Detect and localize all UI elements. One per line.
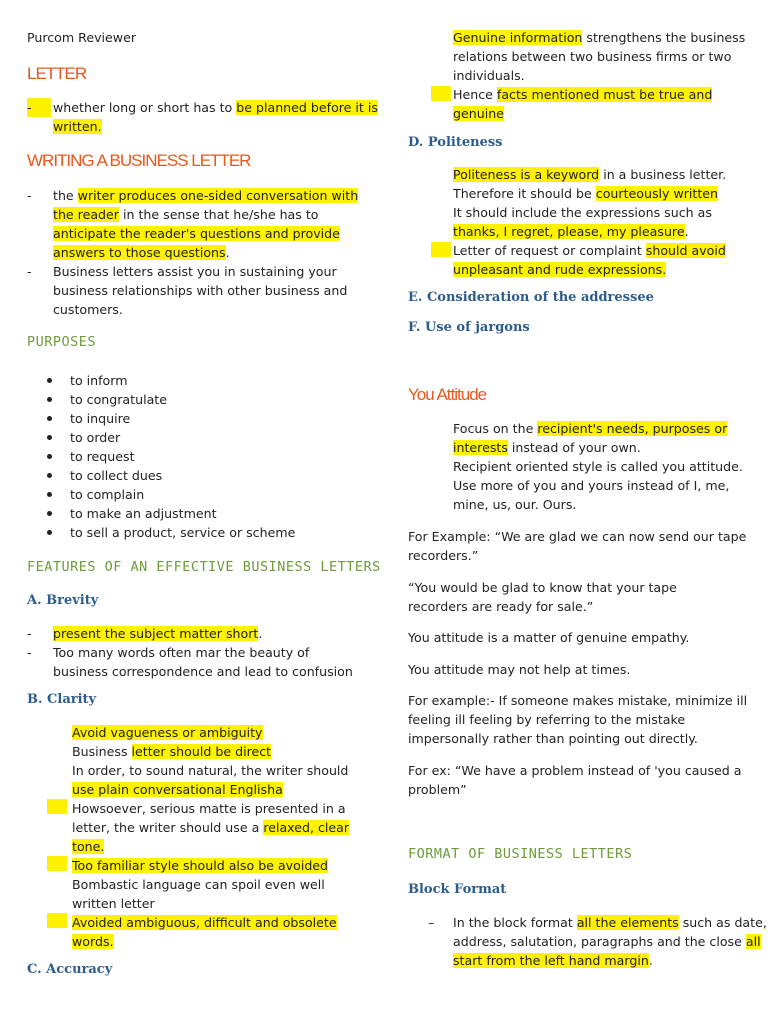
you-attitude-paragraph-6: For ex: “We have a problem instead of 'you caused a problem” bbox=[408, 763, 742, 797]
text: instead of your own. bbox=[507, 440, 641, 455]
highlight-marker bbox=[431, 86, 451, 101]
text: Hence bbox=[453, 87, 497, 102]
you-attitude-heading: You Attitude bbox=[408, 385, 487, 404]
list-item bbox=[27, 390, 367, 409]
writing-heading: WRITING A BUSINESS LETTER bbox=[27, 151, 251, 170]
brevity-item-2: - Too many words often mar the beauty of business correspondence and lead to confusion bbox=[27, 645, 353, 679]
brevity-list bbox=[27, 624, 367, 681]
highlight-marker bbox=[47, 799, 67, 814]
highlight: interests bbox=[453, 440, 508, 455]
dash-marker: - bbox=[27, 98, 51, 117]
block-format-heading: Block Format bbox=[408, 882, 507, 897]
letter-heading: LETTER bbox=[27, 64, 87, 83]
highlight: recipient's needs, purposes or bbox=[537, 421, 728, 436]
highlight: facts mentioned must be true and bbox=[496, 87, 713, 102]
highlight: courteously written bbox=[595, 186, 719, 201]
text: Too many words often mar the beauty of business correspondence and lead to confusion bbox=[53, 645, 353, 679]
text: mine, us, our. Ours. bbox=[453, 497, 577, 512]
brevity-heading: A. Brevity bbox=[27, 593, 99, 608]
dash-marker: – bbox=[428, 915, 435, 930]
text: . bbox=[225, 245, 230, 260]
highlight-marker bbox=[431, 242, 451, 257]
you-attitude-block bbox=[408, 419, 753, 514]
highlight: anticipate the reader's questions and provide answers to those questions bbox=[53, 226, 340, 260]
clarity-block bbox=[27, 723, 367, 951]
text: individuals. bbox=[453, 68, 525, 83]
text: relations between two business firms or two bbox=[453, 49, 732, 64]
features-heading: FEATURES OF AN EFFECTIVE BUSINESS LETTERS bbox=[27, 559, 381, 575]
letter-item-highlight: be planned before it is written. bbox=[53, 100, 378, 134]
highlight: present the subject matter short bbox=[53, 626, 259, 641]
highlight-marker bbox=[47, 913, 67, 928]
text: letter, the writer should use a bbox=[72, 820, 264, 835]
highlight: use plain conversational Englisha bbox=[72, 782, 283, 797]
text: . bbox=[648, 953, 653, 968]
clarity-heading: B. Clarity bbox=[27, 692, 97, 707]
highlight: Avoided ambiguous, difficult and obsolete bbox=[72, 915, 337, 930]
list-item-text: to order bbox=[70, 430, 121, 445]
list-item-text: to request bbox=[70, 449, 135, 464]
text: such as date, address, salutation, paragraphs and the close bbox=[453, 915, 767, 949]
letter-item-text: whether long or short has to bbox=[53, 100, 237, 115]
list-item bbox=[27, 466, 367, 485]
list-item-text: to inquire bbox=[70, 411, 131, 426]
consideration-heading: E. Consideration of the addressee bbox=[408, 290, 654, 305]
text: Therefore it should be bbox=[453, 186, 596, 201]
purposes-list bbox=[27, 371, 367, 542]
block-format-item bbox=[428, 913, 768, 970]
highlight: should avoid bbox=[645, 243, 726, 258]
politeness-heading: D. Politeness bbox=[408, 135, 503, 150]
writing-item-2: - Business letters assist you in sustaining your business relationships with other business and customers. bbox=[27, 264, 348, 317]
text: . bbox=[258, 626, 263, 641]
text: Business letters assist you in sustaining your business relationships with other business and customers. bbox=[53, 264, 348, 317]
text: . bbox=[684, 224, 689, 239]
text: It should include the expressions such as bbox=[453, 205, 712, 220]
accuracy-continued bbox=[408, 28, 753, 123]
highlight: all the elements bbox=[576, 915, 679, 930]
letter-item bbox=[27, 98, 393, 136]
text: in the sense that he/she has to bbox=[118, 207, 319, 222]
text: Letter of request or complaint bbox=[453, 243, 646, 258]
highlight: all start from the left hand margin bbox=[453, 934, 761, 968]
text: in a business letter. bbox=[599, 167, 727, 182]
purposes-heading: PURPOSES bbox=[27, 334, 97, 350]
politeness-block bbox=[408, 165, 753, 279]
text: In order, to sound natural, the writer should bbox=[72, 763, 349, 778]
highlight: tone. bbox=[72, 839, 105, 854]
highlight: Avoid vagueness or ambiguity bbox=[72, 725, 263, 740]
highlight: unpleasant and rude expressions. bbox=[453, 262, 667, 277]
highlight: letter should be direct bbox=[131, 744, 272, 759]
highlight: writer produces one-sided conversation with the reader bbox=[53, 188, 359, 222]
accuracy-heading: C. Accuracy bbox=[27, 962, 113, 977]
list-item bbox=[27, 428, 367, 447]
highlight: genuine bbox=[453, 106, 504, 121]
text: strengthens the business bbox=[582, 30, 746, 45]
text: In the block format bbox=[453, 915, 577, 930]
highlight: Politeness is a keyword bbox=[453, 167, 600, 182]
highlight: words. bbox=[72, 934, 114, 949]
you-attitude-paragraph-5: For example:- If someone makes mistake, minimize ill feeling ill feeling by referring to the mistake impersonally rather than pointing out directly. bbox=[408, 693, 748, 746]
list-item bbox=[27, 371, 367, 390]
text: Focus on the bbox=[453, 421, 538, 436]
writing-list bbox=[27, 186, 367, 319]
text: Use more of you and yours instead of I, me, bbox=[453, 478, 730, 493]
you-attitude-example-2: “You would be glad to know that your tape recorders are ready for sale.” bbox=[408, 580, 677, 614]
highlight: Genuine information bbox=[453, 30, 583, 45]
list-item-text: to complain bbox=[70, 487, 145, 502]
format-heading: FORMAT OF BUSINESS LETTERS bbox=[408, 846, 633, 862]
highlight-marker bbox=[47, 856, 67, 871]
list-item bbox=[27, 504, 367, 523]
highlight: relaxed, clear bbox=[263, 820, 350, 835]
highlight: Too familiar style should also be avoided bbox=[72, 858, 329, 873]
you-attitude-paragraph-3: You attitude is a matter of genuine empathy. bbox=[408, 630, 690, 645]
text: Howsoever, serious matte is presented in a bbox=[72, 801, 346, 816]
you-attitude-example-1: For Example: “We are glad we can now send our tape recorders.” bbox=[408, 529, 747, 563]
list-item-text: to inform bbox=[70, 373, 128, 388]
list-item-text: to congratulate bbox=[70, 392, 167, 407]
left-column bbox=[27, 0, 381, 977]
text: Recipient oriented style is called you attitude. bbox=[453, 459, 743, 474]
list-item bbox=[27, 447, 367, 466]
list-item-text: to make an adjustment bbox=[70, 506, 217, 521]
list-item-text: to sell a product, service or scheme bbox=[70, 525, 296, 540]
highlight: thanks, I regret, please, my pleasure bbox=[453, 224, 685, 239]
brevity-item-1: - present the subject matter short. bbox=[27, 626, 263, 641]
text: Bombastic language can spoil even well bbox=[72, 877, 325, 892]
list-item-text: to collect dues bbox=[70, 468, 163, 483]
list-item bbox=[27, 409, 367, 428]
jargons-heading: F. Use of jargons bbox=[408, 320, 530, 335]
text: written letter bbox=[72, 896, 155, 911]
page-title: Purcom Reviewer bbox=[27, 30, 137, 45]
text: the bbox=[53, 188, 78, 203]
text: Business bbox=[72, 744, 132, 759]
writing-item-1: - the writer produces one-sided conversation with the reader in the sense that he/she has to anticipate the reader's questions and provide answers to those questions. bbox=[27, 188, 359, 260]
list-item bbox=[27, 485, 367, 504]
you-attitude-paragraph-4: You attitude may not help at times. bbox=[408, 662, 631, 677]
list-item bbox=[27, 523, 367, 542]
